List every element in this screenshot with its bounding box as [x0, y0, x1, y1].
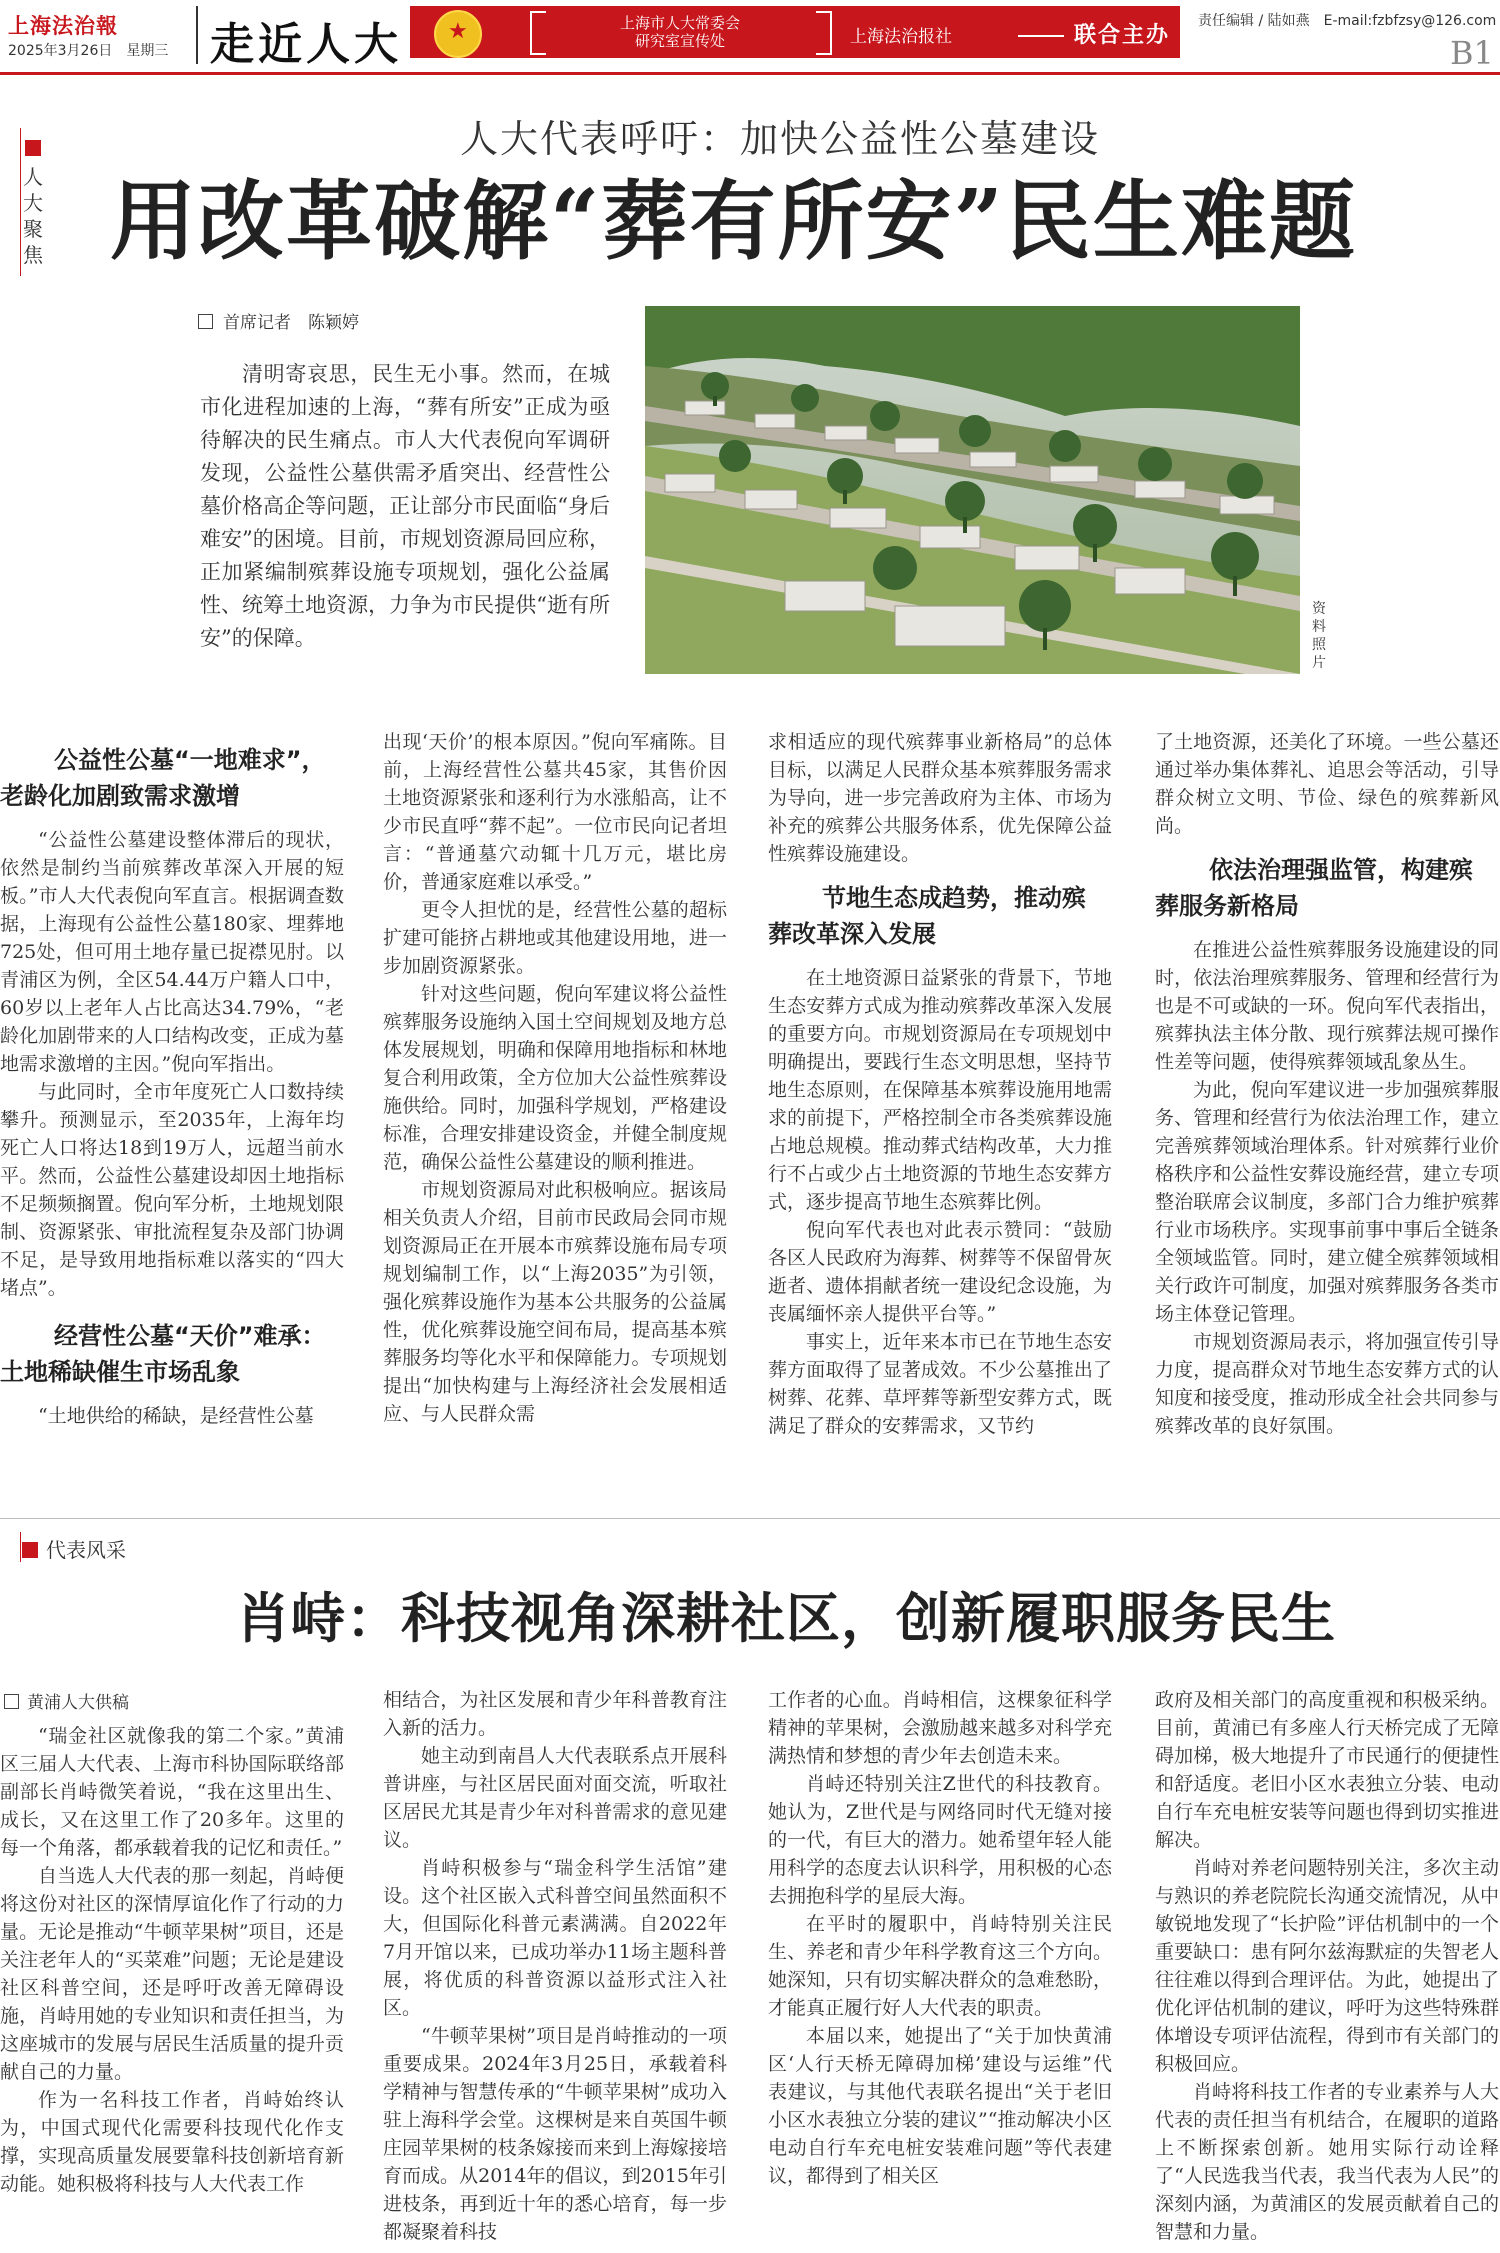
- article1-column-4: [1155, 728, 1499, 1440]
- section-tag-label: 代表风采: [46, 1538, 126, 1562]
- subheading-line1: 节地生态成趋势，推动殡: [822, 884, 1086, 912]
- subheading-line1: 公益性公墓“一地难求”，: [54, 746, 326, 774]
- paragraph: 市规划资源局对此积极响应。据该局相关负责人介绍，目前市民政局会同市规划资源局正在开展本市殡葬设施布局专项规划编制工作，以“上海2035”为引领，强化殡葬设施作为基本公共服务的公益属性，优化殡葬设施空间布局，提高基本殡葬服务均等化水平和保障能力。专项规划提出“加快构建与上海经济社会发展相适应、与人民群众需: [383, 1179, 727, 1425]
- paragraph: 政府及相关部门的高度重视和积极采纳。目前，黄浦已有多座人行天桥完成了无障碍加梯，极大地提升了市民通行的便捷性和舒适度。老旧小区水表独立分装、电动自行车充电桩安装等问题也得到切实推进解决。: [1155, 1689, 1499, 1851]
- masthead-rule: [0, 72, 1500, 75]
- article2-column-3: [768, 1686, 1112, 2190]
- paragraph: 在平时的履职中，肖峙特别关注民生、养老和青少年科学教育这三个方向。她深知，只有切实解决群众的急难愁盼，才能真正履行好人大代表的职责。: [768, 1913, 1112, 2019]
- section-separator: [0, 1518, 1500, 1519]
- paragraph: 求相适应的现代殡葬事业新格局”的总体目标，以满足人民群众基本殡葬服务需求为导向，进一步完善政府为主体、市场为补充的殡葬公共服务体系，优先保障公益性殡葬设施建设。: [768, 731, 1112, 865]
- national-emblem-icon: [434, 10, 482, 58]
- article2-column-1: [0, 1722, 344, 2198]
- paragraph: 倪向军代表也对此表示赞同：“鼓励各区人民政府为海葬、树葬等不保留骨灰逝者、遗体捐献者统一建设纪念设施，为丧属缅怀亲人提供平台等。”: [768, 1219, 1112, 1325]
- paragraph: 本届以来，她提出了“关于加快黄浦区‘人行天桥无障碍加梯’建设与运维”代表建议，与其他代表联名提出“关于老旧小区水表独立分装的建议”“推动解决小区电动自行车充电桩安装难问题”等代表建议，都得到了相关区: [768, 2025, 1112, 2187]
- subheading-line1: 经营性公墓“天价”难承：: [54, 1322, 326, 1350]
- section-tag-line: [20, 1532, 21, 1562]
- article1-column-1: [0, 742, 344, 1430]
- paragraph: 肖峙将科技工作者的专业素养与人大代表的责任担当有机结合，在履职的道路上不断探索创新。她用实际行动诠释了“人民选我当代表，我当代表为人民”的深刻内涵，为黄浦区的发展贡献着自己的智慧和力量。: [1155, 2081, 1499, 2243]
- article2-byline: 黄浦人大供稿: [4, 1688, 129, 1713]
- paragraph: 与此同时，全市年度死亡人口数持续攀升。预测显示，至2035年，上海年均死亡人口将达18到19万人，远超当前水平。然而，公益性公墓建设却因土地指标不足频频搁置。倪向军分析，土地规划限制、资源紧张、审批流程复杂及部门协调不足，是导致用地指标难以落实的“四大堵点”。: [0, 1081, 344, 1299]
- paragraph: 作为一名科技工作者，肖峙始终认为，中国式现代化需要科技现代化作支撑，实现高质量发展要靠科技创新培育新动能。她积极将科技与人大代表工作: [0, 2089, 344, 2195]
- article-reporter: 首席记者 陈颖婷: [198, 308, 359, 333]
- paragraph: 了土地资源，还美化了环境。一些公墓还通过举办集体葬礼、追思会等活动，引导群众树立文明、节俭、绿色的殡葬新风尚。: [1155, 731, 1499, 837]
- host-banner: [410, 6, 1180, 58]
- paragraph: 在推进公益性殡葬服务设施建设的同时，依法治理殡葬服务、管理和经营行为也是不可或缺的一环。倪向军代表指出，殡葬执法主体分散、现行殡葬法规可操作性差等问题，使得殡葬领域乱象丛生。: [1155, 939, 1499, 1073]
- article2-column-4: [1155, 1686, 1499, 2246]
- banner-host-label: 联合主办: [1008, 18, 1180, 75]
- subheading: [768, 880, 1112, 952]
- article-lead: 清明寄哀思，民生无小事。然而，在城市化进程加速的上海，“葬有所安”正成为亟待解决的民生痛点。市人大代表倪向军调研发现，公益性公墓供需矛盾突出、经营性公墓价格高企等问题，正让部分市民面临“身后难安”的困境。目前，市规划资源局回应称，正加紧编制殡葬设施专项规划，强化公益属性、统筹土地资源，力争为市民提供“逝有所安”的保障。: [200, 362, 610, 650]
- paragraph: 更令人担忧的是，经营性公墓的超标扩建可能挤占耕地或其他建设用地，进一步加剧资源紧张。: [383, 899, 727, 977]
- paragraph: 工作者的心血。肖峙相信，这棵象征科学精神的苹果树，会激励越来越多对科学充满热情和梦想的青少年去创造未来。: [768, 1689, 1112, 1767]
- cemetery-photo-image: [645, 306, 1300, 674]
- issue-date: 2025年3月26日 星期三: [8, 43, 169, 59]
- editor-info: 责任编辑 / 陆如燕 E-mail:fzbfzsy@126.com: [1198, 13, 1497, 29]
- paragraph: 事实上，近年来本市已在节地生态安葬方面取得了显著成效。不少公墓推出了树葬、花葬、草坪葬等新型安葬方式，既满足了群众的安葬需求，又节约: [768, 1331, 1112, 1437]
- paragraph: 在土地资源日益紧张的背景下，节地生态安葬方式成为推动殡葬改革深入发展的重要方向。市规划资源局在专项规划中明确提出，要践行生态文明思想，坚持节地生态原则，在保障基本殡葬设施用地需求的前提下，严格控制全市各类殡葬设施占地总规模。推动葬式结构改革，大力推行不占或少占土地资源的节地生态安葬方式，逐步提高节地生态殡葬比例。: [768, 967, 1112, 1213]
- paragraph: 针对这些问题，倪向军建议将公益性殡葬服务设施纳入国土空间规划及地方总体发展规划，明确和保障用地指标和林地复合利用政策，全方位加大公益性殡葬设施供给。同时，加强科学规划，严格建设标准，合理安排建设资金，并健全制度规范，确保公益性公墓建设的顺利推进。: [383, 983, 727, 1173]
- banner-organizer-line1: 上海市人大常委会: [619, 14, 740, 32]
- paragraph: 她主动到南昌人大代表联系点开展科普讲座，与社区居民面对面交流，听取社区居民尤其是青少年对科普需求的意见建议。: [383, 1745, 727, 1851]
- subheading-line2: 葬服务新格局: [1155, 892, 1299, 920]
- paragraph: 为此，倪向军建议进一步加强殡葬服务、管理和经营行为依法治理工作，建立完善殡葬领域治理体系。针对殡葬行业价格秩序和公益性安葬设施经营，建立专项整治联席会议制度，多部门合力维护殡葬行业市场秩序。实现事前事中事后全链条全领域监管。同时，建立健全殡葬领域相关行政许可制度，加强对殡葬服务各类市场主体登记管理。: [1155, 1079, 1499, 1325]
- article1-column-3: [768, 728, 1112, 1440]
- article-headline: 用改革破解“葬有所安”民生难题: [110, 171, 1357, 272]
- article1-column-2: [383, 728, 727, 1428]
- subheading-line2: 葬改革深入发展: [768, 920, 936, 948]
- red-square-icon: [22, 1542, 38, 1558]
- subheading-line2: 老龄化加剧致需求激增: [0, 782, 240, 810]
- side-tag-line: [20, 128, 21, 276]
- banner-organizer: [560, 14, 800, 50]
- masthead-divider: [196, 6, 198, 64]
- paragraph: “土地供给的稀缺，是经营性公墓: [38, 1405, 314, 1427]
- paragraph: “牛顿苹果树”项目是肖峙推动的一项重要成果。2024年3月25日，承载着科学精神与智慧传承的“牛顿苹果树”成功入驻上海科学会堂。这棵树是来自英国牛顿庄园苹果树的枝条嫁接而来到上海嫁接培育而成。从2014年的倡议，到2015年引进枝条，再到近十年的悉心培育，每一步都凝聚着科技: [383, 2025, 727, 2243]
- paragraph: “瑞金社区就像我的第二个家。”黄浦区三届人大代表、上海市科协国际联络部副部长肖峙微笑着说，“我在这里出生、成长，又在这里工作了20多年。这里的每一个角落，都承载着我的记忆和责任。”: [0, 1725, 344, 1859]
- paragraph: 肖峙对养老问题特别关注，多次主动与熟识的养老院院长沟通交流情况，从中敏锐地发现了“长护险”评估机制中的一个重要缺口：患有阿尔兹海默症的失智老人往往难以得到合理评估。为此，她提出了优化评估机制的建议，呼吁为这些特殊群体增设专项评估流程，得到市有关部门的积极回应。: [1155, 1857, 1499, 2075]
- subheading-line2: 土地稀缺催生市场乱象: [0, 1358, 240, 1386]
- article2-column-2: [383, 1686, 727, 2246]
- side-tag: [22, 140, 44, 268]
- photo-credit: 资料照片: [1312, 601, 1326, 671]
- paragraph: 出现‘天价’的根本原因。”倪向军痛陈。目前，上海经营性公墓共45家，其售价因土地资源紧张和逐利行为水涨船高，让不少市民直呼“葬不起”。一位市民向记者坦言：“普通墓穴动辄十几万元，堪比房价，普通家庭难以承受。”: [383, 731, 727, 893]
- article-subhead: 人大代表呼吁：加快公益性公墓建设: [460, 117, 1101, 161]
- red-square-icon: [25, 140, 41, 156]
- subheading: [1155, 852, 1499, 924]
- newspaper-logo: 上海法治報: [8, 13, 118, 38]
- cemetery-photo: [645, 306, 1300, 674]
- paragraph: 相结合，为社区发展和青少年科普教育注入新的活力。: [383, 1689, 727, 1739]
- paragraph: “公益性公墓建设整体滞后的现状，依然是制约当前殡葬改革深入开展的短板。”市人大代表倪向军直言。根据调查数据，上海现有公益性公墓180家、埋葬地725处，但可用土地存量已捉襟见肘。以青浦区为例，全区54.44万户籍人口中，60岁以上老年人占比高达34.79%，“老龄化加剧带来的人口结构改变，正成为墓地需求激增的主因。”倪向军指出。: [0, 829, 344, 1075]
- paragraph: 肖峙积极参与“瑞金科学生活馆”建设。这个社区嵌入式科普空间虽然面积不大，但国际化科普元素满满。自2022年7月开馆以来，已成功举办11场主题科普展，将优质的科普资源以益形式注入社区。: [383, 1857, 727, 2019]
- paragraph: 自当选人大代表的那一刻起，肖峙便将这份对社区的深情厚谊化作了行动的力量。无论是推动“牛顿苹果树”项目，还是关注老年人的“买菜难”问题；无论是建设社区科普空间，还是呼吁改善无障碍设施，肖峙用她的专业知识和责任担当，为这座城市的发展与居民生活质量的提升贡献自己的力量。: [0, 1865, 344, 2083]
- bracket-left-icon: [530, 11, 546, 55]
- section-tag: [22, 1534, 126, 1563]
- banner-organizer-line2: 研究室宣传处: [634, 32, 725, 50]
- side-tag-label: 人大聚焦: [23, 165, 43, 267]
- paragraph: 市规划资源局表示，将加强宣传引导力度，提高群众对节地生态安葬方式的认知度和接受度，推动形成全社会共同参与殡葬改革的良好氛围。: [1155, 1331, 1499, 1437]
- article2-headline: 肖峙：科技视角深耕社区，创新履职服务民生: [236, 1586, 1336, 1650]
- bracket-right-icon: [816, 11, 832, 55]
- subheading-line1: 依法治理强监管，构建殡: [1209, 856, 1473, 884]
- subheading: [0, 742, 344, 814]
- subheading: [0, 1318, 344, 1390]
- section-title: 走近人大: [210, 19, 402, 70]
- page-number: B1: [1450, 34, 1494, 72]
- banner-co-organizer: 上海法治报社: [850, 27, 952, 47]
- paragraph: 肖峙还特别关注Z世代的科技教育。她认为，Z世代是与网络同时代无缝对接的一代，有巨大的潜力。她希望年轻人能用科学的态度去认识科学，用积极的心态去拥抱科学的星辰大海。: [768, 1773, 1112, 1907]
